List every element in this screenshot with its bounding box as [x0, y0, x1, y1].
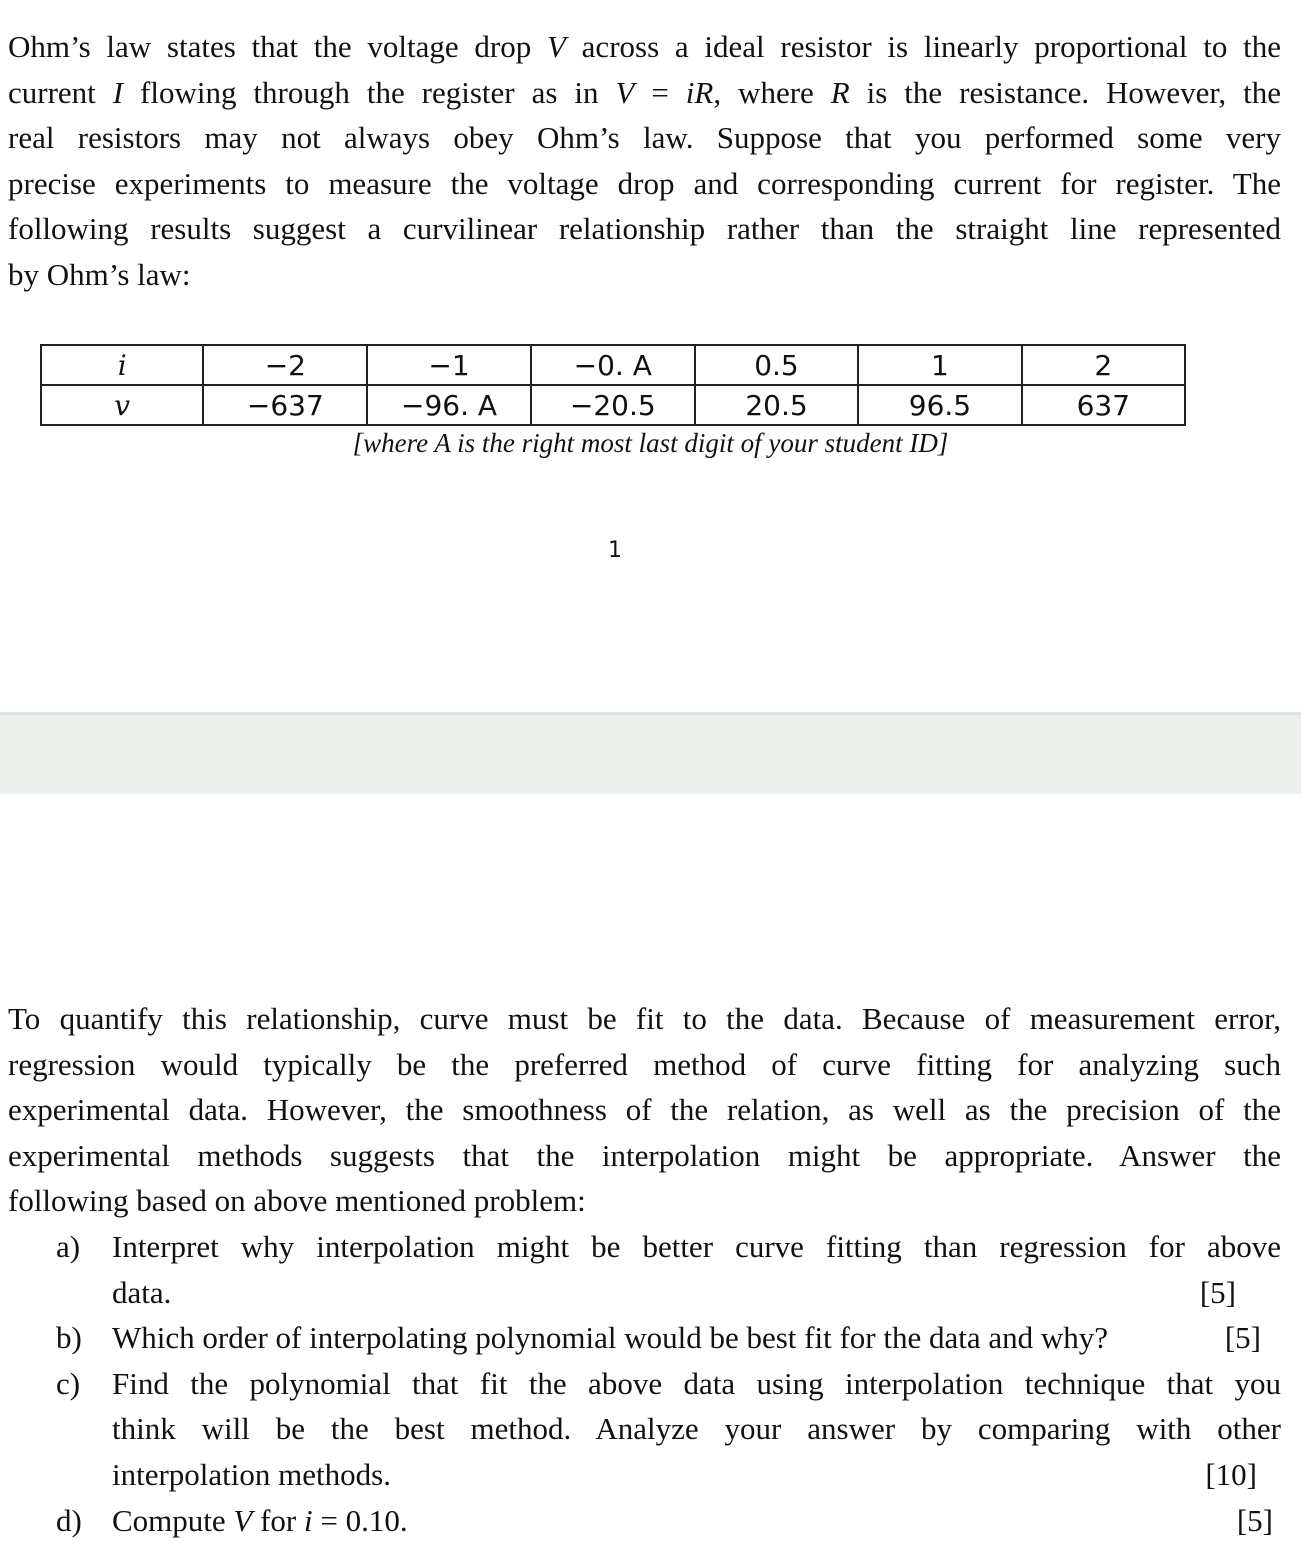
page-1 — [0, 0, 1301, 712]
question-text: Compute V for i = 0.10. — [112, 1502, 408, 1538]
question-text: interpolation methods. — [112, 1456, 391, 1492]
intro-line: real resistors may not always obey Ohm’s law. Suppose that you performed some very — [8, 120, 1281, 156]
question-list — [56, 1224, 1281, 1543]
question-marks: [5] — [1224, 1320, 1261, 1356]
table-cell: −0. A — [531, 345, 695, 385]
body-line: To quantify this relationship, curve must be fit to the data. Because of measurement error, — [8, 1001, 1281, 1036]
table-cell: 1 — [858, 345, 1021, 385]
table-cell: −20.5 — [531, 385, 695, 425]
question-text: Find the polynomial that fit the above data using interpolation technique that you — [112, 1365, 1281, 1401]
body-line: experimental data. However, the smoothness of the relation, as well as the precision of the — [8, 1092, 1281, 1128]
question-marks: [5] — [1236, 1502, 1273, 1538]
table-row-v — [41, 385, 1185, 425]
table-cell: 96.5 — [858, 385, 1021, 425]
table-cell: 2 — [1022, 345, 1185, 385]
question-label: a) — [56, 1229, 81, 1264]
question-text: think will be the best method. Analyze your answer by comparing with other — [112, 1411, 1281, 1447]
body-line: experimental methods suggests that the interpolation might be appropriate. Answer the — [8, 1137, 1281, 1173]
data-table — [40, 344, 1186, 426]
table-cell: −2 — [203, 345, 367, 385]
second-paragraph — [8, 996, 1281, 1224]
table-caption: [where A is the right most last digit of your student ID] — [352, 428, 949, 458]
question-a — [56, 1224, 1281, 1315]
row-label-v: v — [41, 385, 203, 425]
page-separator — [0, 712, 1301, 794]
question-label: b) — [56, 1320, 82, 1356]
body-line: regression would typically be the preferred method of curve fitting for analyzing such — [8, 1046, 1281, 1082]
question-label: d) — [56, 1502, 82, 1538]
table-cell: 20.5 — [695, 385, 858, 425]
intro-line: by Ohm’s law: — [8, 256, 191, 292]
page-number: 1 — [608, 538, 622, 563]
table-cell: −1 — [367, 345, 531, 385]
table-row-i — [41, 345, 1185, 385]
question-text: Interpret why interpolation might be better curve fitting than regression for above — [112, 1229, 1281, 1264]
body-line: following based on above mentioned problem: — [8, 1183, 586, 1219]
intro-line: current I flowing through the register as in V = iR, where R is the resistance. However, the — [8, 74, 1281, 110]
intro-line: Ohm’s law states that the voltage drop V across a ideal resistor is linearly proportional to the — [8, 29, 1281, 64]
row-label-i: i — [41, 345, 203, 385]
question-label: c) — [56, 1365, 81, 1401]
question-d — [56, 1498, 1281, 1544]
question-b — [56, 1315, 1281, 1361]
intro-line: precise experiments to measure the voltage drop and corresponding current for register. The — [8, 165, 1281, 201]
table-cell: −637 — [203, 385, 367, 425]
intro-line: following results suggest a curvilinear relationship rather than the straight line represented — [8, 211, 1281, 247]
question-marks: [5] — [1199, 1274, 1236, 1310]
table-cell: 637 — [1022, 385, 1185, 425]
question-text: data. — [112, 1274, 172, 1310]
question-c — [56, 1361, 1281, 1498]
page-2 — [0, 794, 1301, 1560]
question-text: Which order of interpolating polynomial would be best fit for the data and why? — [112, 1320, 1109, 1356]
intro-paragraph — [8, 24, 1281, 298]
question-marks: [10] — [1205, 1456, 1257, 1492]
table-cell: −96. A — [367, 385, 531, 425]
table-cell: 0.5 — [695, 345, 858, 385]
